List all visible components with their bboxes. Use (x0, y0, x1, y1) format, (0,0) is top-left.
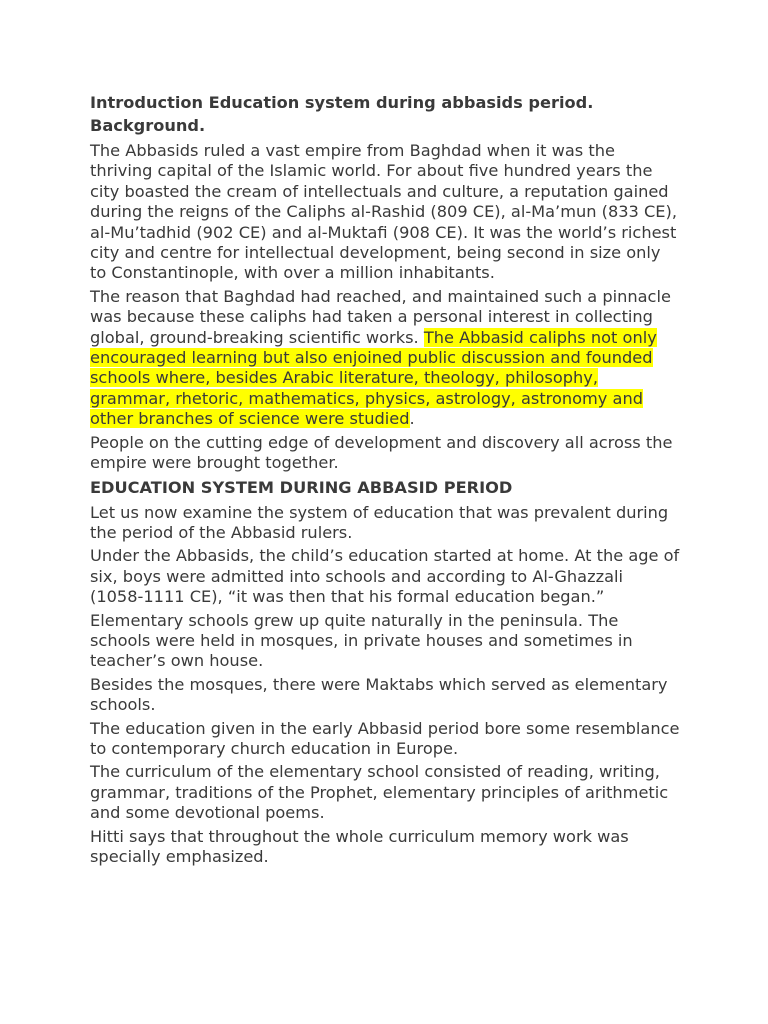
paragraph-text: The reason that Baghdad had reached, and maintained such a pinnacle was because these caliphs had taken a personal interest in collecting global, ground-breaking scientific works. (90, 286, 671, 347)
paragraph-elementary-schools: Elementary schools grew up quite naturally in the peninsula. The schools were held in mosques, in private houses and sometimes in teacher’s own house. (90, 610, 633, 671)
paragraph-early-abbasid-education: The education given in the early Abbasid period bore some resemblance to contemporary church education in Europe. (90, 718, 680, 758)
paragraph-text-end: . (409, 409, 415, 429)
paragraph-examine-system: Let us now examine the system of education that was prevalent during the period of the Abbasid rulers. (90, 502, 669, 542)
section-heading: EDUCATION SYSTEM DURING ABBASID PERIOD (90, 477, 513, 497)
paragraph-cutting-edge: People on the cutting edge of development and discovery all across the empire were brought together. (90, 432, 673, 473)
background-heading: Background. (90, 116, 206, 135)
paragraph-baghdad-pinnacle (90, 287, 680, 430)
paragraph-under-abbasids: Under the Abbasids, the child’s education started at home. At the age of six, boys were admitted into schools and according to Al-Ghazzali (1058-1111 CE), “it was then that his formal education began.” (90, 546, 680, 607)
paragraph-maktabs: Besides the mosques, there were Maktabs which served as elementary schools. (90, 674, 668, 715)
paragraph-curriculum: The curriculum of the elementary school consisted of reading, writing, grammar, traditions of the Prophet, elementary principles of arithmetic and some devotional poems. (90, 762, 669, 823)
highlighted-text: The Abbasid caliphs not only encouraged learning but also enjoined public discussion and founded schools where, besides Arabic literature, theology, philosophy, grammar, rhetoric, mathematics, physics, astrology, astronomy and other branches of science were studied (90, 327, 657, 429)
document-title: Introduction Education system during abbasids period. (90, 93, 594, 112)
paragraph-abbasid-empire: The Abbasids ruled a vast empire from Baghdad when it was the thriving capital of the Islamic world. For about five hundred years the city boasted the cream of intellectuals and culture, a reputation gained during the reigns of the Caliphs al-Rashid (809 CE), al-Ma’mun (833 CE), al-Mu’tadhid (902 CE) and al-Muktafi (908 CE). It was the world’s richest city and centre for intellectual development, being second in size only to Constantinople, with over a million inhabitants. (90, 141, 677, 283)
paragraph-hitti: Hitti says that throughout the whole curriculum memory work was specially emphasized. (90, 826, 629, 866)
document-page (90, 92, 680, 870)
